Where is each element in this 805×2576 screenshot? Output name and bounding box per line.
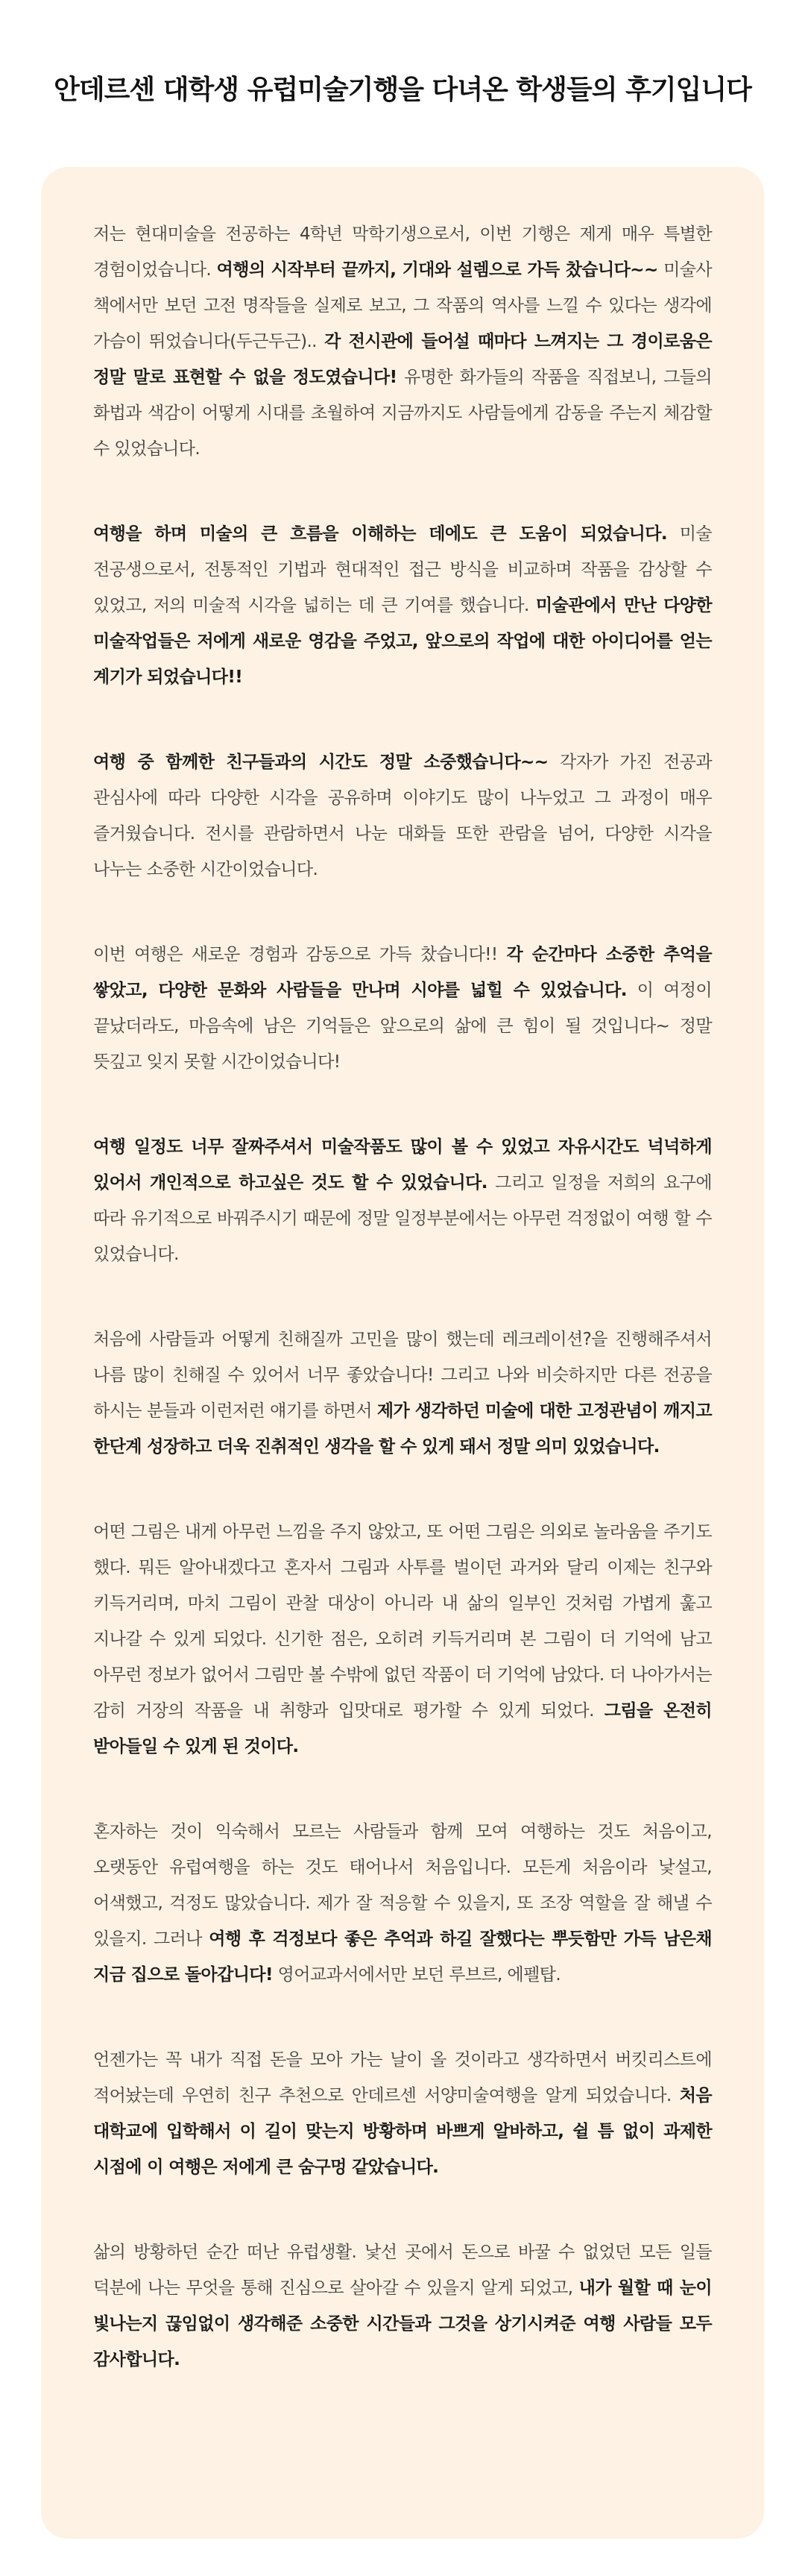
highlighted-text: 각 전시관에 들어설 때마다 느껴지는 그 경이로움은 정말 말로 표현할 수 없을 정도였습니다!	[93, 332, 712, 387]
page-title: 안데르센 대학생 유럽미술기행을 다녀온 학생들의 후기입니다	[54, 75, 751, 105]
body-text: 영어교과서에서만 보던 루브르, 에펠탑.	[272, 1965, 561, 1985]
review-paragraph	[93, 937, 712, 1080]
review-paragraph	[93, 1814, 712, 1993]
review-paragraph	[93, 516, 712, 695]
review-card	[41, 167, 764, 2539]
review-paragraph	[93, 216, 712, 467]
body-text: 저는 현대미술을 전공하는 4학년 막학기생으로서, 이번 기행은 제게 매우 특별한 경험이었습니다.	[93, 224, 712, 280]
review-paragraph	[93, 2042, 712, 2185]
body-text: 미술사 책에서만 보던 고전 명작들을 실제로 보고, 그 작품의 역사를 느낄 수 있다는 생각에 가슴이 뛰었습니다(두근두근)..	[93, 260, 713, 351]
highlighted-text: 내가 월할 때 눈이 빛나는지 끊임없이 생각해준 소중한 시간들과 그것을 상기시켜준 여행 사람들 모두 감사합니다.	[93, 2278, 712, 2369]
highlighted-text: 제가 생각하던 미술에 대한 고정관념이 깨지고 한단계 성장하고 더욱 진취적인 생각을 할 수 있게 돼서 정말 의미 있었습니다.	[93, 1401, 712, 1457]
body-text: 유명한 화가들의 작품을 직접보니, 그들의 화법과 색감이 어떻게 시대를 초월하여 지금까지도 사람들에게 감동을 주는지 체감할 수 있었습니다.	[93, 368, 712, 459]
body-text: 이번 여행은 새로운 경험과 감동으로 가득 찼습니다!!	[93, 945, 507, 964]
body-text: 어떤 그림은 내게 아무런 느낌을 주지 않았고, 또 어떤 그림은 의외로 놀라움을 주기도 했다. 뭐든 알아내겠다고 혼자서 그림과 사투를 벌이던 과거와 달리 이제는 친구와 키득거리며, 마치 그림이 관찰 대상이 아니라 내 삶의 일부인 것처럼 가볍게 훑고 지나갈 수 있게 되었다. 신기한 점은, 오히려 키득거리며 본 그림이 더 기억에 남고 아무런 정보가 없어서 그림만 볼 수밖에 없던 작품이 더 기억에 남았다. 더 나아가서는 감히 거장의 작품을 내 취향과 입맛대로 평가할 수 있게 되었다.	[93, 1522, 712, 1721]
body-text: 이 여정이 끝났더라도, 마음속에 남은 기억들은 앞으로의 삶에 큰 힘이 될 것입니다~ 정말 뜻깊고 잊지 못할 시간이었습니다!	[93, 981, 712, 1072]
body-text: 각자가 가진 전공과 관심사에 따라 다양한 시각을 공유하며 이야기도 많이 나누었고 그 과정이 매우 즐거웠습니다. 전시를 관람하면서 나눈 대화들 또한 관람을 넘어, 다양한 시각을 나누는 소중한 시간이었습니다.	[93, 753, 712, 879]
body-text: 언젠가는 꼭 내가 직접 돈을 모아 가는 날이 올 것이라고 생각하면서 버킷리스트에 적어놨는데 우연히 친구 추천으로 안데르센 서양미술여행을 알게 되었습니다.	[93, 2050, 712, 2105]
highlighted-text: 미술관에서 만난 다양한 미술작업들은 저에게 새로운 영감을 주었고, 앞으로의 작업에 대한 아이디어를 얻는 계기가 되었습니다!!	[93, 596, 712, 687]
body-text: 미술 전공생으로서, 전통적인 기법과 현대적인 접근 방식을 비교하며 작품을 감상할 수 있었고, 저의 미술적 시각을 넓히는 데 큰 기여를 했습니다.	[93, 524, 713, 615]
review-paragraph	[93, 744, 712, 888]
review-paragraph	[93, 1129, 712, 1272]
review-paragraph	[93, 1514, 712, 1765]
highlighted-text: 여행 후 걱정보다 좋은 추억과 하길 잘했다는 뿌듯함만 가득 남은채 지금 집으로 돌아갑니다!	[93, 1929, 712, 1985]
highlighted-text: 여행을 하며 미술의 큰 흐름을 이해하는 데에도 큰 도움이 되었습니다.	[93, 524, 668, 544]
highlighted-text: 여행 일정도 너무 잘짜주셔서 미술작품도 많이 볼 수 있었고 자유시간도 넉넉하게 있어서 개인적으로 하고싶은 것도 할 수 있었습니다.	[93, 1137, 712, 1193]
highlighted-text: 그림을 온전히 받아들일 수 있게 된 것이다.	[93, 1701, 712, 1756]
review-paragraph	[93, 1322, 712, 1465]
review-body	[93, 216, 712, 2378]
highlighted-text: 각 순간마다 소중한 추억을 쌓았고, 다양한 문화와 사람들을 만나며 시야를 넓힐 수 있었습니다.	[93, 945, 712, 1000]
highlighted-text: 여행의 시작부터 끝까지, 기대와 설렘으로 가득 찼습니다~~	[216, 260, 658, 280]
body-text: 삶의 방황하던 순간 떠난 유럽생활. 낯선 곳에서 돈으로 바꿀 수 없었던 모든 일들 덕분에 나는 무엇을 통해 진심으로 살아갈 수 있을지 알게 되었고,	[93, 2243, 712, 2298]
highlighted-text: 여행 중 함께한 친구들과의 시간도 정말 소중했습니다~~	[93, 753, 549, 772]
body-text: 혼자하는 것이 익숙해서 모르는 사람들과 함께 모여 여행하는 것도 처음이고, 오랫동안 유럽여행을 하는 것도 태어나서 처음입니다. 모든게 처음이라 낯설고, 어색했고, 걱정도 많았습니다. 제가 잘 적응할 수 있을지, 또 조장 역할을 잘 해낼 수 있을지. 그러나	[93, 1822, 712, 1949]
review-paragraph	[93, 2234, 712, 2378]
body-text: 그리고 일정을 저희의 요구에 따라 유기적으로 바꿔주시기 때문에 정말 일정부분에서는 아무런 걱정없이 여행 할 수 있었습니다.	[93, 1173, 713, 1264]
highlighted-text: 처음 대학교에 입학해서 이 길이 맞는지 방황하며 바쁘게 알바하고, 쉴 틈 없이 과제한 시점에 이 여행은 저에게 큰 숨구멍 같았습니다.	[93, 2086, 712, 2177]
body-text: 처음에 사람들과 어떻게 친해질까 고민을 많이 했는데 레크레이션?을 진행해주셔서 나름 많이 친해질 수 있어서 너무 좋았습니다! 그리고 나와 비슷하지만 다른 전공을 하시는 분들과 이런저런 얘기를 하면서	[93, 1330, 712, 1421]
